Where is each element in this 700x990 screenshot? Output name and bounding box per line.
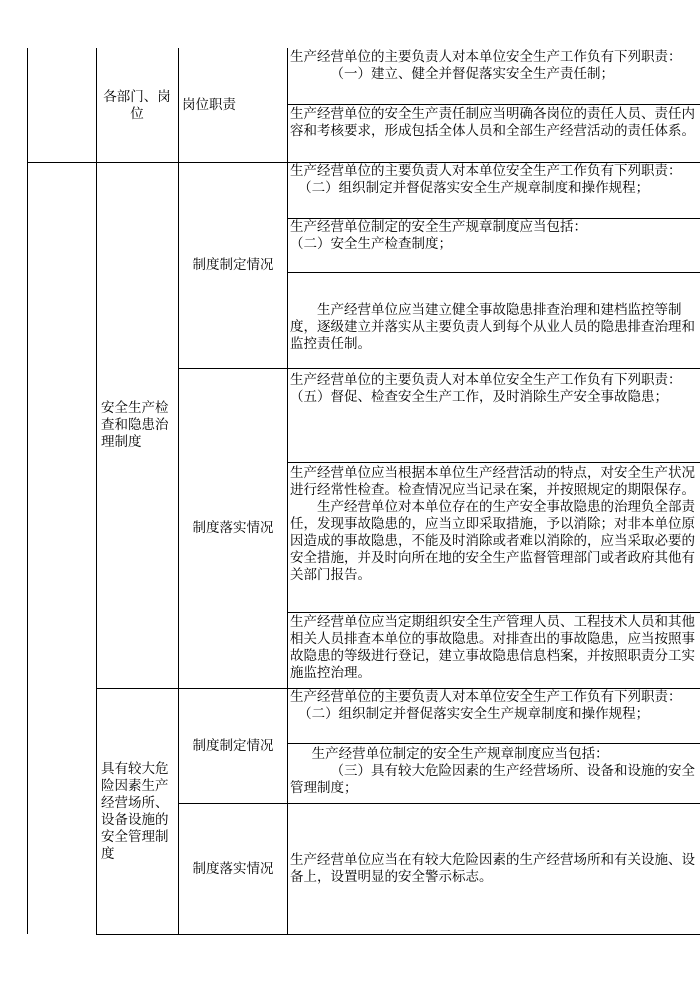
row3-a-req1: 生产经营单位的主要负责人对本单位安全生产工作负有下列职责： （二）组织制定并督促落实安全生产规章制度和操作规程；	[290, 689, 682, 722]
row2-item-a: 制度制定情况	[192, 257, 274, 273]
row2-item-b: 制度落实情况	[192, 520, 274, 536]
row2-b-req1: 生产经营单位的主要负责人对本单位安全生产工作负有下列职责： （五）督促、检查安全生产工作，及时消除生产安全事故隐患；	[290, 372, 682, 405]
row3-item-b: 制度落实情况	[192, 860, 274, 877]
category-divider	[96, 48, 97, 934]
row2-a-req1: 生产经营单位的主要负责人对本单位安全生产工作负有下列职责： （二）组织制定并督促落实安全生产规章制度和操作规程；	[290, 163, 682, 196]
left-border	[27, 48, 28, 934]
rule-r2a-2	[287, 272, 700, 273]
row1-req2: 生产经营单位的安全生产责任制应当明确各岗位的责任人员、责任内容和考核要求，形成包括全体人员和全部生产经营活动的责任体系。	[290, 106, 695, 139]
row3-category: 具有较大危险因素生产经营场所、设备设施的安全管理制度	[101, 760, 169, 862]
rule-r2b-1	[287, 462, 700, 463]
row2-category: 安全生产检查和隐患治理制度	[101, 400, 169, 450]
row3-a-req2: 生产经营单位制定的安全生产规章制度应当包括： （三）具有较大危险因素的生产经营场所、设备和设施的安全管理制度；	[290, 746, 695, 796]
req-divider	[287, 48, 288, 934]
rule-r2b-2	[287, 612, 700, 613]
row1-item: 岗位职责	[182, 97, 236, 113]
row1-category: 各部门、岗位	[103, 88, 171, 122]
item-divider	[178, 48, 179, 934]
row2-a-req3: 生产经营单位应当建立健全事故隐患排查治理和建档监控等制度，逐级建立并落实从主要负责人到每个从业人员的隐患排查治理和监控责任制。	[290, 302, 695, 352]
row2-b-req2: 生产经营单位应当根据本单位生产经营活动的特点，对安全生产状况进行经常性检查。检查情况应当记录在案，并按照规定的期限保存。 生产经营单位对本单位存在的生产安全事故隐患的治理负全部责任，发现事故隐患的，应当立即采取措施，予以消除；对非本单位原因造成的事故隐患，不能及时消除或者难以消除的，应当采取必要的安全措施，并及时向所在地的安全生产监督管理部门或者政府其他有关部门报告。	[290, 465, 695, 583]
row2-a-req2: 生产经营单位制定的安全生产规章制度应当包括： （二）安全生产检查制度；	[290, 219, 587, 252]
rule-r3a-1	[287, 743, 700, 744]
row2-b-req3: 生产经营单位应当定期组织安全生产管理人员、工程技术人员和其他相关人员排查本单位的事故隐患。对排查出的事故隐患，应当按照事故隐患的等级进行登记，建立事故隐患信息档案，并按照职责分工实施监控治理。	[290, 614, 695, 681]
row3-b-req1: 生产经营单位应当在有较大危险因素的生产经营场所和有关设施、设备上，设置明显的安全警示标志。	[290, 852, 695, 885]
row1-req1: 生产经营单位的主要负责人对本单位安全生产工作负有下列职责： （一）建立、健全并督促落实安全生产责任制；	[290, 49, 682, 82]
row3-item-a: 制度制定情况	[192, 737, 274, 754]
rule-table-end	[96, 934, 700, 935]
rule-row1-mid	[287, 104, 700, 105]
